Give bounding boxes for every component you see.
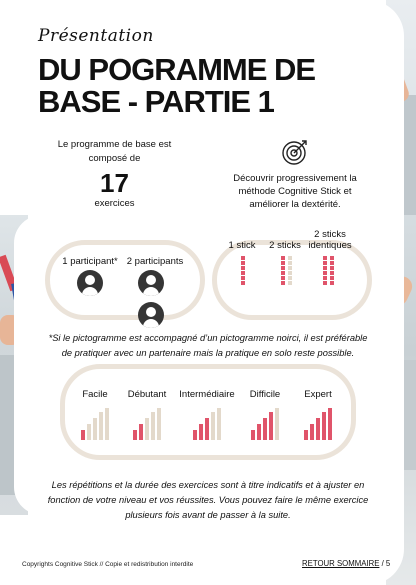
level-bar [193, 430, 197, 440]
person-icon [138, 270, 164, 296]
right-photo-strip [386, 0, 416, 585]
level-bars-icon [81, 410, 109, 440]
sticks-two-label: 2 sticks [269, 240, 301, 251]
sticks-one-label: 1 stick [228, 240, 256, 251]
person-icon [77, 270, 103, 296]
level-bar [105, 408, 109, 440]
level-bar [316, 418, 320, 440]
stick-icon-red [323, 256, 327, 286]
intro-right [230, 138, 360, 211]
navigation [302, 559, 390, 568]
level-bar [145, 418, 149, 440]
level-bar [81, 430, 85, 440]
level-bar [304, 430, 308, 440]
level-bar [257, 424, 261, 440]
target-icon [280, 138, 310, 166]
level-bar [328, 408, 332, 440]
level-bar [322, 412, 326, 440]
left-photo-strip [0, 215, 28, 515]
level-bar [269, 412, 273, 440]
intro-left-text: Le programme de base est composé de [57, 139, 172, 164]
level-bar [157, 408, 161, 440]
level-bar [211, 412, 215, 440]
stick-icon-red [281, 256, 285, 286]
level-bar [310, 424, 314, 440]
retour-sommaire-link[interactable]: RETOUR SOMMAIRE [302, 559, 380, 568]
level-bar [199, 424, 203, 440]
script-title: Présentation [38, 26, 154, 46]
level-bars-icon [193, 410, 221, 440]
level-bars-icon [251, 410, 279, 440]
participants-one-label: 1 participant* [62, 256, 118, 267]
stick-icon-beige [288, 256, 292, 286]
level-bar [217, 408, 221, 440]
level-bar [87, 424, 91, 440]
level-label: Expert [304, 389, 332, 400]
level-bar [139, 424, 143, 440]
level-bar [205, 418, 209, 440]
level-label: Intermédiaire [179, 389, 235, 400]
level-label: Débutant [127, 389, 167, 400]
footer-text: Les répétitions et la durée des exercices sont à titre indicatifs et à ajuster en fonction de votre niveau et vos réussites. Vous pouvez faire le même exercice plusieurs fois avant de passer à la suite. [47, 480, 369, 520]
intro-right-text: Découvrir progressivement la méthode Cognitive Stick et améliorer la dextérité. [233, 173, 357, 210]
participants-two-label: 2 participants [126, 256, 184, 267]
level-bars-icon [304, 410, 332, 440]
level-bars-icon [133, 410, 161, 440]
level-bar [251, 430, 255, 440]
intro-left [52, 138, 177, 211]
level-bar [275, 408, 279, 440]
level-bar [263, 418, 267, 440]
exercise-count-unit: exercices [94, 198, 135, 209]
pictogram-note: *Si le pictogramme est accompagné d’un pictogramme noirci, il est préférable de pratiquer avec un partenaire mais la pratique en solo reste possible. [48, 333, 368, 358]
level-bar [151, 412, 155, 440]
level-label: Facile [82, 389, 108, 400]
exercise-count: 17 [100, 168, 129, 198]
page-number: / 5 [381, 559, 391, 568]
level-bar [93, 418, 97, 440]
page-title: DU POGRAMME DE BASE - PARTIE 1 [38, 52, 316, 119]
stick-icon-red [241, 256, 245, 286]
level-label: Difficile [249, 389, 281, 400]
stick-icon-red [330, 256, 334, 286]
participants-panel [45, 240, 205, 320]
person-icon-second [138, 302, 164, 328]
copyright-text: Copyrights Cognitive Stick // Copie et redistribution interdite [22, 561, 194, 568]
sticks-panel [212, 240, 372, 320]
sticks-identical-label: 2 sticks identiques [308, 229, 352, 251]
level-bar [99, 412, 103, 440]
level-bar [133, 430, 137, 440]
